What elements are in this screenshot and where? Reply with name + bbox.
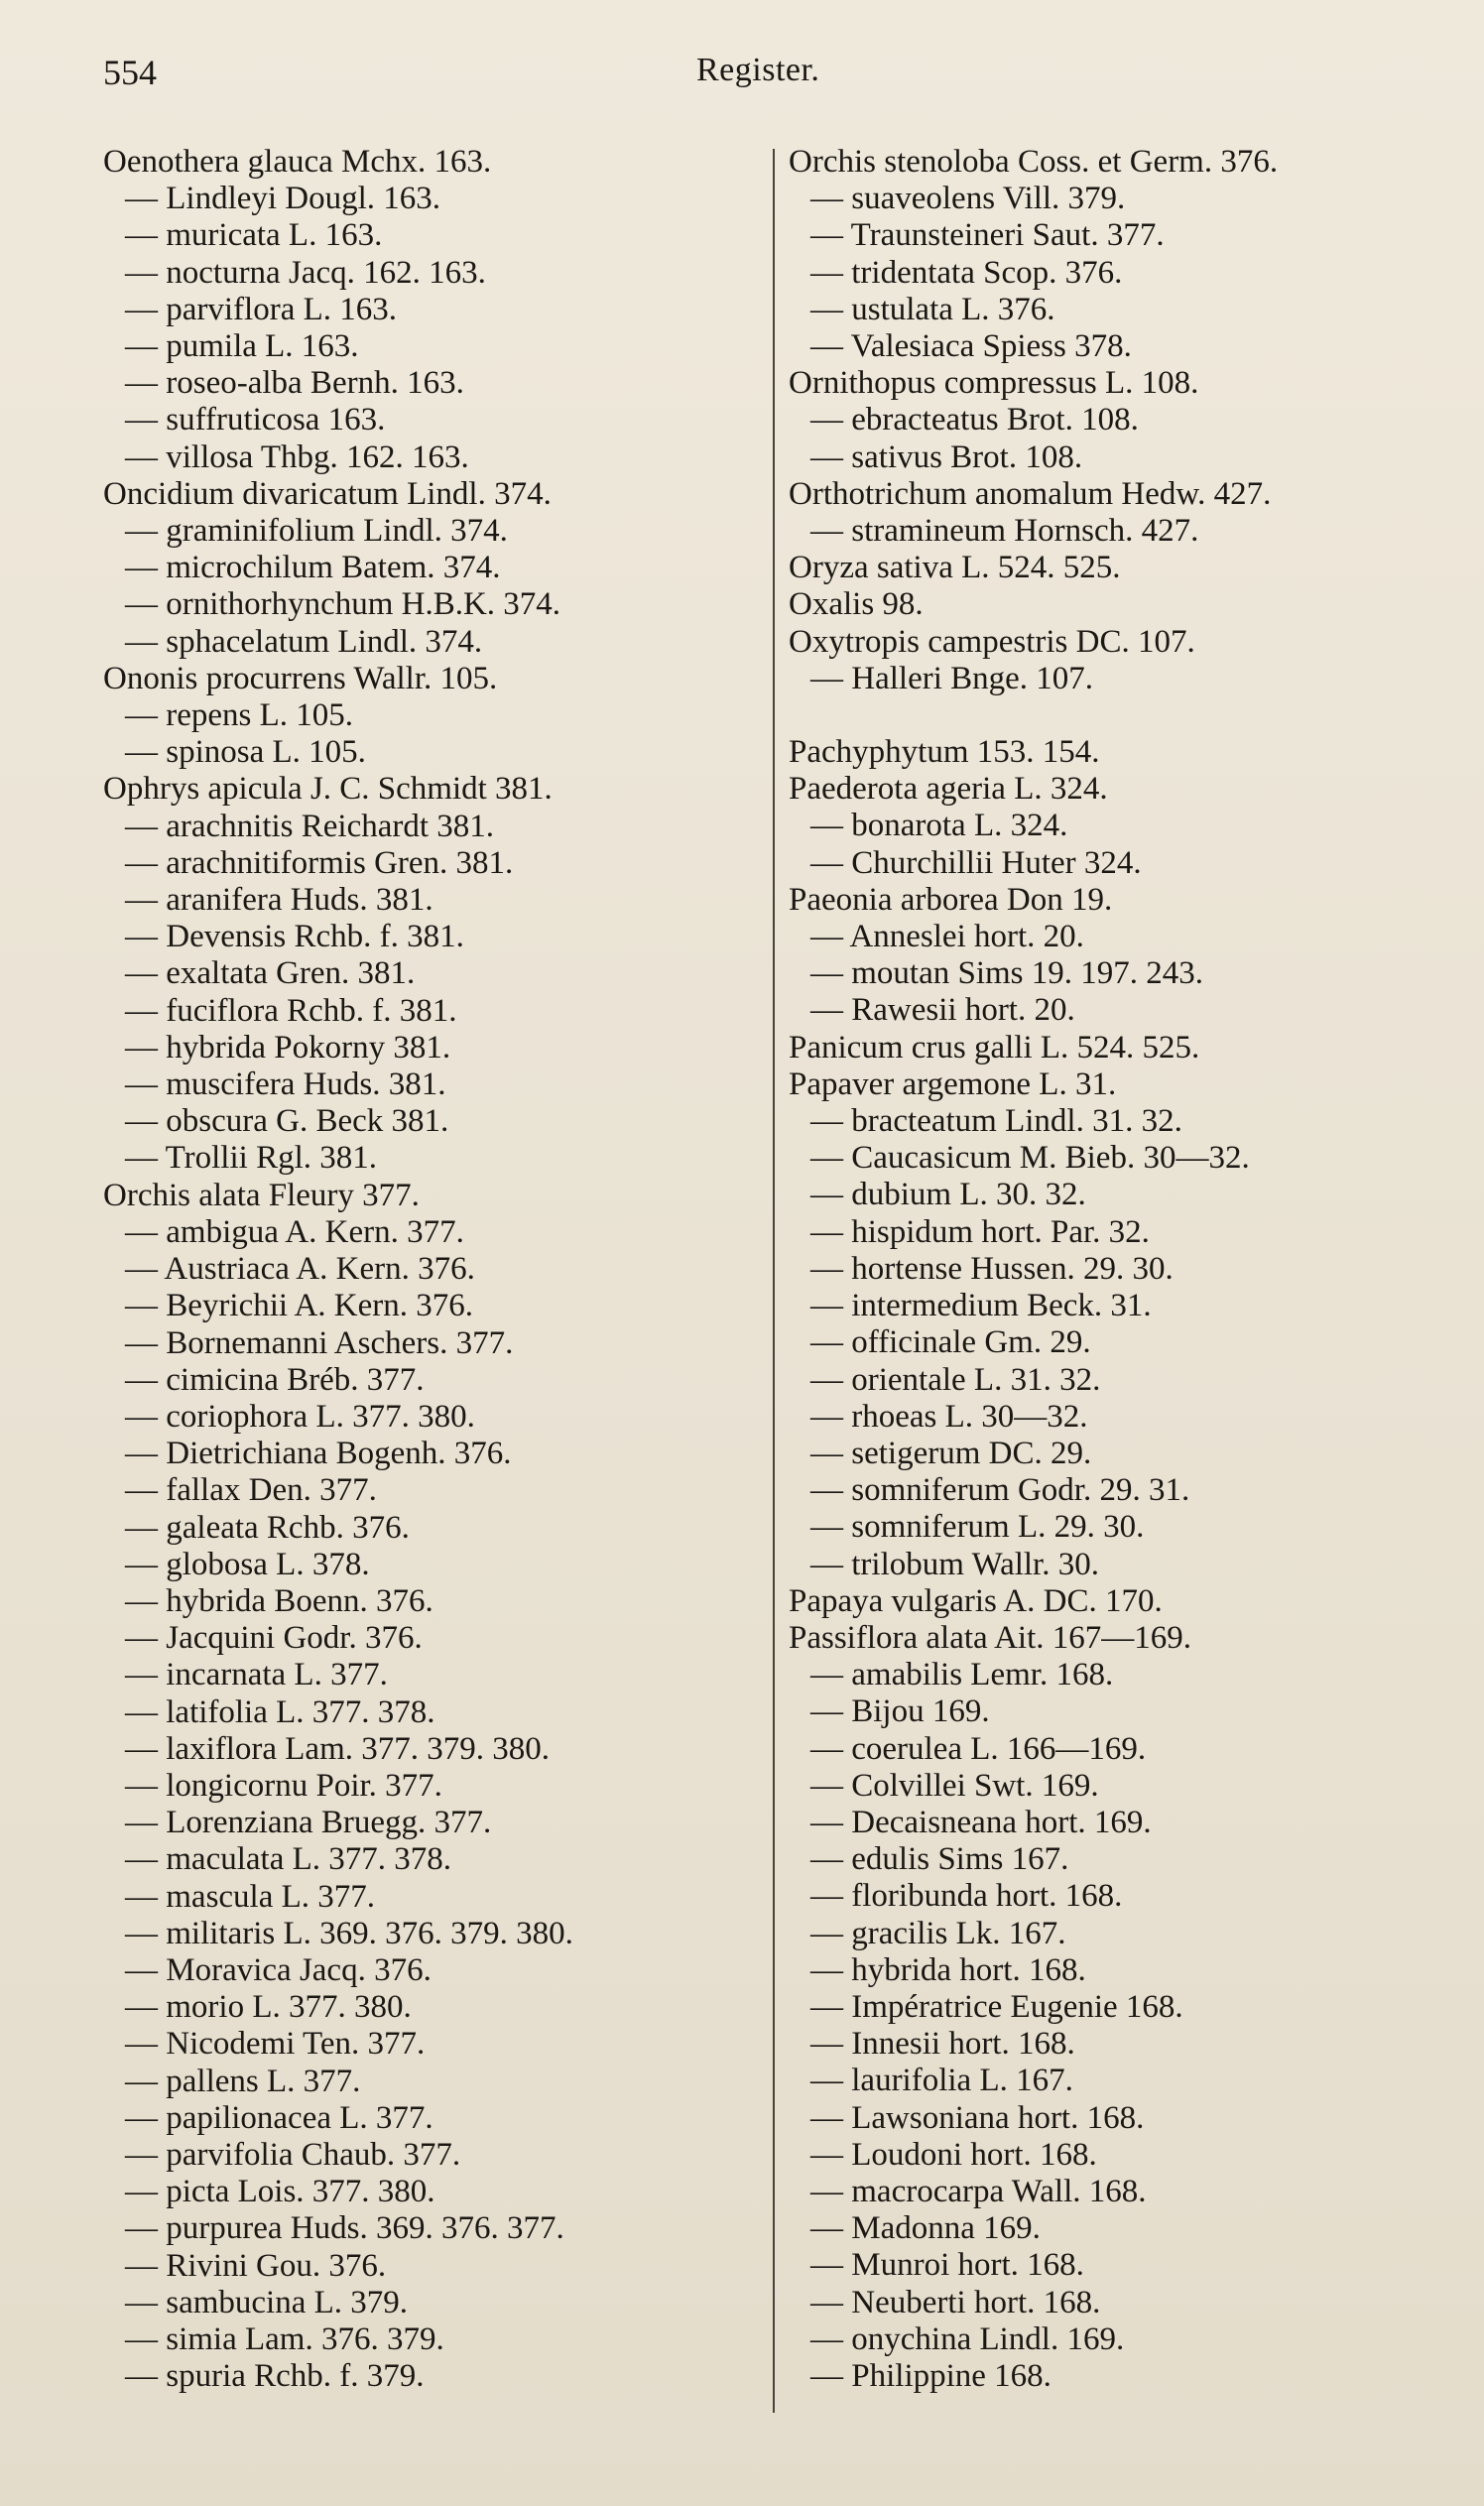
index-entry: — bonarota L. 324. [810, 808, 1068, 844]
section-gap [789, 697, 1463, 734]
index-entry: — picta Lois. 377. 380. [125, 2174, 435, 2210]
index-entry: — latifolia L. 377. 378. [125, 1693, 435, 1730]
index-entry: — Devensis Rchb. f. 381. [125, 919, 464, 955]
index-entry: — ebracteatus Brot. 108. [810, 402, 1139, 439]
index-entry: — dubium L. 30. 32. [810, 1177, 1086, 1213]
index-entry: — longicornu Poir. 377. [125, 1767, 442, 1804]
index-entry: — gracilis Lk. 167. [810, 1915, 1066, 1951]
index-entry: — Neuberti hort. 168. [810, 2284, 1101, 2320]
index-entry: — Trollii Rgl. 381. [125, 1140, 377, 1177]
index-entry: — orientale L. 31. 32. [810, 1361, 1101, 1398]
index-entry: — Lindleyi Dougl. 163. [125, 181, 441, 217]
index-entry: — sativus Brot. 108. [810, 439, 1083, 475]
index-entry: — hybrida Boenn. 376. [125, 1582, 433, 1619]
index-entry: — Decaisneana hort. 169. [810, 1804, 1152, 1840]
index-entry: — mascula L. 377. [125, 1878, 376, 1915]
page-header [103, 52, 1381, 101]
index-entry: — Anneslei hort. 20. [810, 919, 1084, 955]
index-entry: — repens L. 105. [125, 697, 354, 734]
index-entry: Passiflora alata Ait. 167—169. [789, 1619, 1192, 1656]
index-entry: — Bijou 169. [810, 1693, 990, 1730]
index-entry: — parvifolia Chaub. 377. [125, 2136, 461, 2173]
index-entry: — graminifolium Lindl. 374. [125, 513, 508, 550]
index-entry: — hispidum hort. Par. 32. [810, 1213, 1150, 1250]
index-entry: — Colvillei Swt. 169. [810, 1767, 1099, 1804]
index-group-o [789, 144, 1463, 697]
running-head: Register. [696, 52, 820, 88]
index-entry: — hybrida hort. 168. [810, 1951, 1086, 1988]
column-divider [773, 149, 775, 2413]
index-entry: — coriophora L. 377. 380. [125, 1398, 475, 1435]
index-entry: — Lorenziana Bruegg. 377. [125, 1805, 492, 1841]
index-group-p [789, 734, 1463, 2395]
index-entry: — Halleri Bnge. 107. [810, 660, 1094, 696]
index-entry: — Impératrice Eugenie 168. [810, 1988, 1183, 2025]
index-entry: — Madonna 169. [810, 2210, 1041, 2247]
index-entry: — purpurea Huds. 369. 376. 377. [125, 2210, 564, 2247]
index-entry: — Beyrichii A. Kern. 376. [125, 1288, 474, 1324]
page-number: 554 [103, 53, 157, 92]
index-entry: — Munroi hort. 168. [810, 2247, 1084, 2284]
index-entry: — hortense Hussen. 29. 30. [810, 1250, 1174, 1287]
index-entry: Paederota ageria L. 324. [789, 771, 1108, 808]
index-entry: — Innesii hort. 168. [810, 2026, 1075, 2063]
index-entry: — amabilis Lemr. 168. [810, 1657, 1114, 1693]
index-entry: — microchilum Batem. 374. [125, 550, 501, 586]
index-entry: — moutan Sims 19. 197. 243. [810, 955, 1204, 992]
index-entry: — Austriaca A. Kern. 376. [125, 1251, 475, 1288]
index-column-right [789, 144, 1463, 2395]
index-entry: Papaver argemone L. 31. [789, 1065, 1117, 1102]
index-entry: — Jacquini Godr. 376. [125, 1620, 423, 1657]
index-entry: — muscifera Huds. 381. [125, 1066, 446, 1103]
index-entry: — pumila L. 163. [125, 328, 359, 365]
index-entry: — maculata L. 377. 378. [125, 1841, 452, 1878]
index-entry: — somniferum Godr. 29. 31. [810, 1472, 1190, 1509]
index-entry: — Nicodemi Ten. 377. [125, 2026, 426, 2063]
index-entry: Oenothera glauca Mchx. 163. [103, 144, 492, 180]
index-entry: — ustulata L. 376. [810, 291, 1055, 327]
index-entry: — hybrida Pokorny 381. [125, 1029, 451, 1065]
index-entry: — sphacelatum Lindl. 374. [125, 623, 483, 660]
index-entry: — coerulea L. 166—169. [810, 1730, 1147, 1767]
index-entry: — bracteatum Lindl. 31. 32. [810, 1103, 1182, 1140]
index-entry: Panicum crus galli L. 524. 525. [789, 1029, 1200, 1065]
index-entry: — roseo-alba Bernh. 163. [125, 365, 464, 402]
index-entry: — parviflora L. 163. [125, 291, 398, 327]
index-entry: — simia Lam. 376. 379. [125, 2320, 444, 2357]
index-entry: — ambigua A. Kern. 377. [125, 1213, 464, 1250]
index-entry: Oxalis 98. [789, 586, 924, 623]
index-entry: Ophrys apicula J. C. Schmidt 381. [103, 771, 553, 808]
index-entry: — aranifera Huds. 381. [125, 882, 433, 919]
index-entry: — trilobum Wallr. 30. [810, 1546, 1099, 1582]
index-entry: — tridentata Scop. 376. [810, 254, 1123, 291]
index-entry: — fallax Den. 377. [125, 1472, 377, 1509]
index-entry: — Rawesii hort. 20. [810, 992, 1075, 1029]
index-entry: — Dietrichiana Bogenh. 376. [125, 1436, 512, 1472]
index-entry: — sambucina L. 379. [125, 2284, 409, 2320]
index-entry: Oxytropis campestris DC. 107. [789, 623, 1195, 660]
index-entry: Oncidium divaricatum Lindl. 374. [103, 475, 552, 512]
index-entry: — arachnitiformis Gren. 381. [125, 844, 514, 881]
index-entry: — cimicina Bréb. 377. [125, 1361, 425, 1398]
index-entry: — galeata Rchb. 376. [125, 1509, 410, 1546]
index-entry: — officinale Gm. 29. [810, 1324, 1091, 1361]
index-entry: Oryza sativa L. 524. 525. [789, 550, 1121, 586]
index-entry: — macrocarpa Wall. 168. [810, 2173, 1147, 2209]
index-entry: — obscura G. Beck 381. [125, 1103, 449, 1140]
index-entry: — globosa L. 378. [125, 1546, 370, 1582]
index-entry: — laurifolia L. 167. [810, 2063, 1073, 2099]
index-entry: — suffruticosa 163. [125, 402, 386, 439]
index-entry: — onychina Lindl. 169. [810, 2320, 1125, 2357]
index-entry: — suaveolens Vill. 379. [810, 181, 1126, 217]
index-entry: — arachnitis Reichardt 381. [125, 808, 495, 844]
index-entry: — nocturna Jacq. 162. 163. [125, 254, 486, 291]
index-entry: — stramineum Hornsch. 427. [810, 513, 1199, 550]
index-entry: Papaya vulgaris A. DC. 170. [789, 1582, 1163, 1619]
index-entry: Orchis alata Fleury 377. [103, 1177, 420, 1213]
index-entry: — papilionacea L. 377. [125, 2099, 433, 2136]
index-entry: — somniferum L. 29. 30. [810, 1509, 1145, 1546]
index-entry: Ornithopus compressus L. 108. [789, 365, 1199, 402]
index-entry: — Churchillii Huter 324. [810, 844, 1142, 881]
index-entry: — fuciflora Rchb. f. 381. [125, 992, 457, 1029]
index-entry: Ononis procurrens Wallr. 105. [103, 660, 498, 696]
index-entry: — laxiflora Lam. 377. 379. 380. [125, 1730, 551, 1767]
index-entry: — Moravica Jacq. 376. [125, 1951, 432, 1988]
index-entry: — floribunda hort. 168. [810, 1878, 1123, 1915]
index-entry: — edulis Sims 167. [810, 1841, 1069, 1878]
index-entry: — Rivini Gou. 376. [125, 2247, 387, 2284]
index-entry: — Loudoni hort. 168. [810, 2136, 1097, 2173]
index-entry: — setigerum DC. 29. [810, 1435, 1092, 1471]
index-entry: — Bornemanni Aschers. 377. [125, 1324, 514, 1361]
index-entry: — Traunsteineri Saut. 377. [810, 217, 1165, 254]
index-entry: Paeonia arborea Don 19. [789, 881, 1113, 918]
index-entry: — spuria Rchb. f. 379. [125, 2358, 425, 2395]
index-entry: — muricata L. 163. [125, 217, 383, 254]
index-entry: — rhoeas L. 30—32. [810, 1398, 1088, 1435]
index-entry: Orthotrichum anomalum Hedw. 427. [789, 475, 1272, 512]
index-entry: — exaltata Gren. 381. [125, 955, 416, 992]
index-entry: — Valesiaca Spiess 378. [810, 328, 1132, 365]
index-entry: Pachyphytum 153. 154. [789, 734, 1100, 771]
index-entry: — morio L. 377. 380. [125, 1989, 412, 2026]
index-entry: — intermedium Beck. 31. [810, 1288, 1152, 1324]
index-entry: — Philippine 168. [810, 2357, 1051, 2394]
index-entry: — Lawsoniana hort. 168. [810, 2099, 1145, 2136]
index-entry: — spinosa L. 105. [125, 734, 366, 771]
index-column-left [103, 144, 758, 2395]
index-entry: — Caucasicum M. Bieb. 30—32. [810, 1140, 1250, 1177]
index-entry: — incarnata L. 377. [125, 1657, 388, 1693]
index-entry: Orchis stenoloba Coss. et Germ. 376. [789, 144, 1279, 180]
index-entry: — ornithorhynchum H.B.K. 374. [125, 586, 561, 623]
index-entry: — villosa Thbg. 162. 163. [125, 439, 469, 475]
index-entry: — pallens L. 377. [125, 2063, 361, 2099]
index-entry: — militaris L. 369. 376. 379. 380. [125, 1915, 573, 1951]
